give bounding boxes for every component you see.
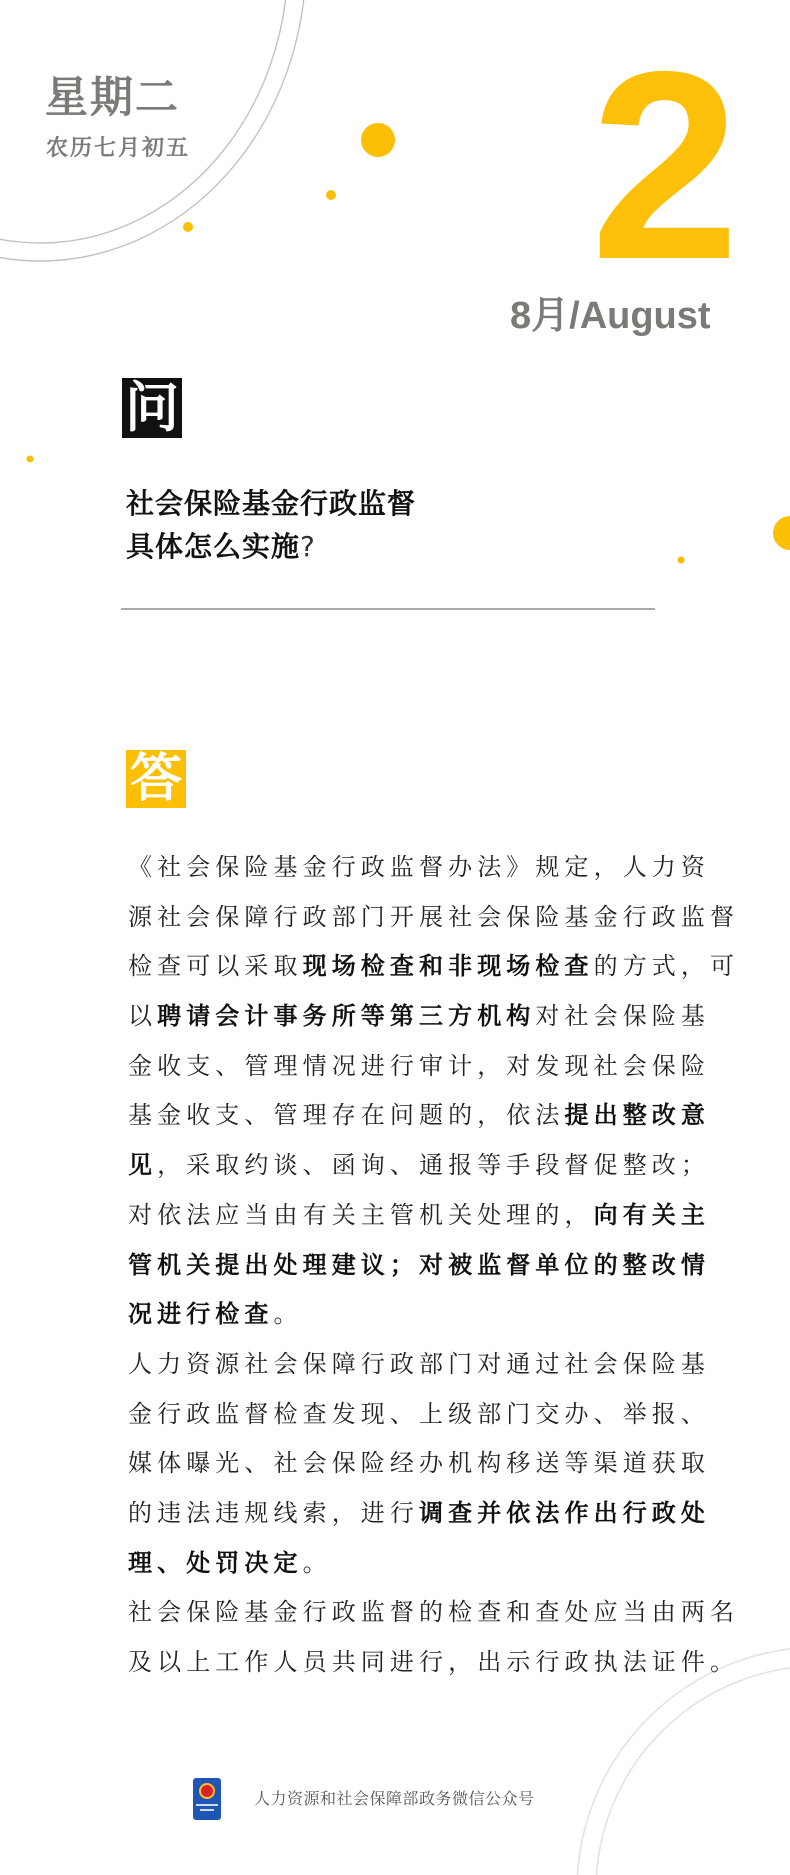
answer-line xyxy=(128,1340,710,1390)
answer-text: 的方式，可 xyxy=(593,952,740,981)
question-title-line2-text: 具体怎么实施 xyxy=(126,530,301,563)
answer-text: ，采取约谈、函询、通报等手段督促整改； xyxy=(157,1151,711,1180)
day-number: 2 xyxy=(590,15,740,315)
answer-line xyxy=(128,1539,688,1589)
answer-text: 人力资源社会保障行政部门对通过社会保险基 xyxy=(128,1349,710,1378)
answer-text: 社会保险基金行政监督的检查和查处应当由两名 xyxy=(128,1598,740,1627)
answer-text: 《社会保险基金行政监督办法》规定，人力资 xyxy=(128,853,710,881)
answer-line xyxy=(128,843,710,893)
question-title xyxy=(126,482,416,568)
answer-line xyxy=(128,1390,710,1440)
answer-text: 源社会保障行政部门开展社会保险基金行政监督 xyxy=(128,902,740,931)
answer-text: 基金收支、管理存在问题的，依法 xyxy=(128,1101,565,1130)
answer-line xyxy=(128,1439,710,1489)
question-title-line1: 社会保险基金行政监督 xyxy=(126,487,417,520)
answer-text: 。 xyxy=(273,1300,303,1329)
answer-text: 媒体曝光、社会保险经办机构移送等渠道获取 xyxy=(128,1449,710,1478)
answer-line xyxy=(128,1141,711,1191)
answer-line xyxy=(128,1241,710,1291)
answer-line xyxy=(128,893,740,943)
answer-line xyxy=(128,1290,688,1340)
answer-text: 检查可以采取 xyxy=(128,952,303,981)
answer-text: 及以上工作人员共同进行，出示行政执法证件。 xyxy=(128,1648,740,1676)
footer-source-text: 人力资源和社会保障部政务微信公众号 xyxy=(254,1789,535,1808)
answer-emphasis: 调查并依法作出行政处 xyxy=(419,1498,710,1527)
answer-text: 的违法违规线索，进行 xyxy=(128,1498,419,1527)
answer-emphasis: 向有关主 xyxy=(593,1200,711,1229)
answer-line xyxy=(128,1638,740,1688)
emblem-shape xyxy=(199,1783,215,1799)
answer-emphasis: 见 xyxy=(128,1151,158,1180)
question-icon: 问 xyxy=(122,378,182,438)
answer-line xyxy=(128,1588,740,1638)
answer-line xyxy=(128,1091,710,1141)
national-emblem-icon xyxy=(193,1778,221,1820)
answer-line xyxy=(128,1042,710,1092)
answer-emphasis: 管机关提出处理建议；对被监督单位的整改情 xyxy=(128,1250,710,1279)
answer-line xyxy=(128,992,711,1042)
lunar-date-label: 农历七月初五 xyxy=(46,136,191,161)
answer-emphasis: 理、处罚决定 xyxy=(128,1548,303,1577)
answer-text: 。 xyxy=(302,1548,332,1577)
answer-text: 对社会保险基 xyxy=(535,1002,711,1031)
answer-emphasis: 聘请会计事务所等第三方机构 xyxy=(157,1002,536,1031)
answer-emphasis: 况进行检查 xyxy=(128,1300,274,1329)
answer-icon: 答 xyxy=(126,750,186,808)
logo-caption-bar xyxy=(196,1804,218,1806)
answer-line xyxy=(128,1489,710,1539)
question-mark: ? xyxy=(300,530,316,563)
logo-caption-bar xyxy=(200,1809,214,1811)
month-label: 8月/August xyxy=(510,295,711,337)
answer-line xyxy=(128,1191,711,1241)
answer-body xyxy=(128,843,740,1688)
section-divider xyxy=(121,608,655,610)
answer-text: 以 xyxy=(128,1002,158,1031)
answer-text: 金收支、管理情况进行审计，对发现社会保险 xyxy=(128,1051,710,1080)
weekday-label: 星期二 xyxy=(45,73,180,123)
top-left-arcs xyxy=(0,0,306,261)
answer-text: 金行政监督检查发现、上级部门交办、举报、 xyxy=(128,1399,710,1428)
question-title-line2 xyxy=(126,525,416,568)
answer-emphasis: 提出整改意 xyxy=(564,1101,710,1130)
answer-emphasis: 现场检查和非现场检查 xyxy=(302,952,594,981)
answer-line xyxy=(128,942,740,992)
answer-text: 对依法应当由有关主管机关处理的， xyxy=(128,1200,594,1229)
